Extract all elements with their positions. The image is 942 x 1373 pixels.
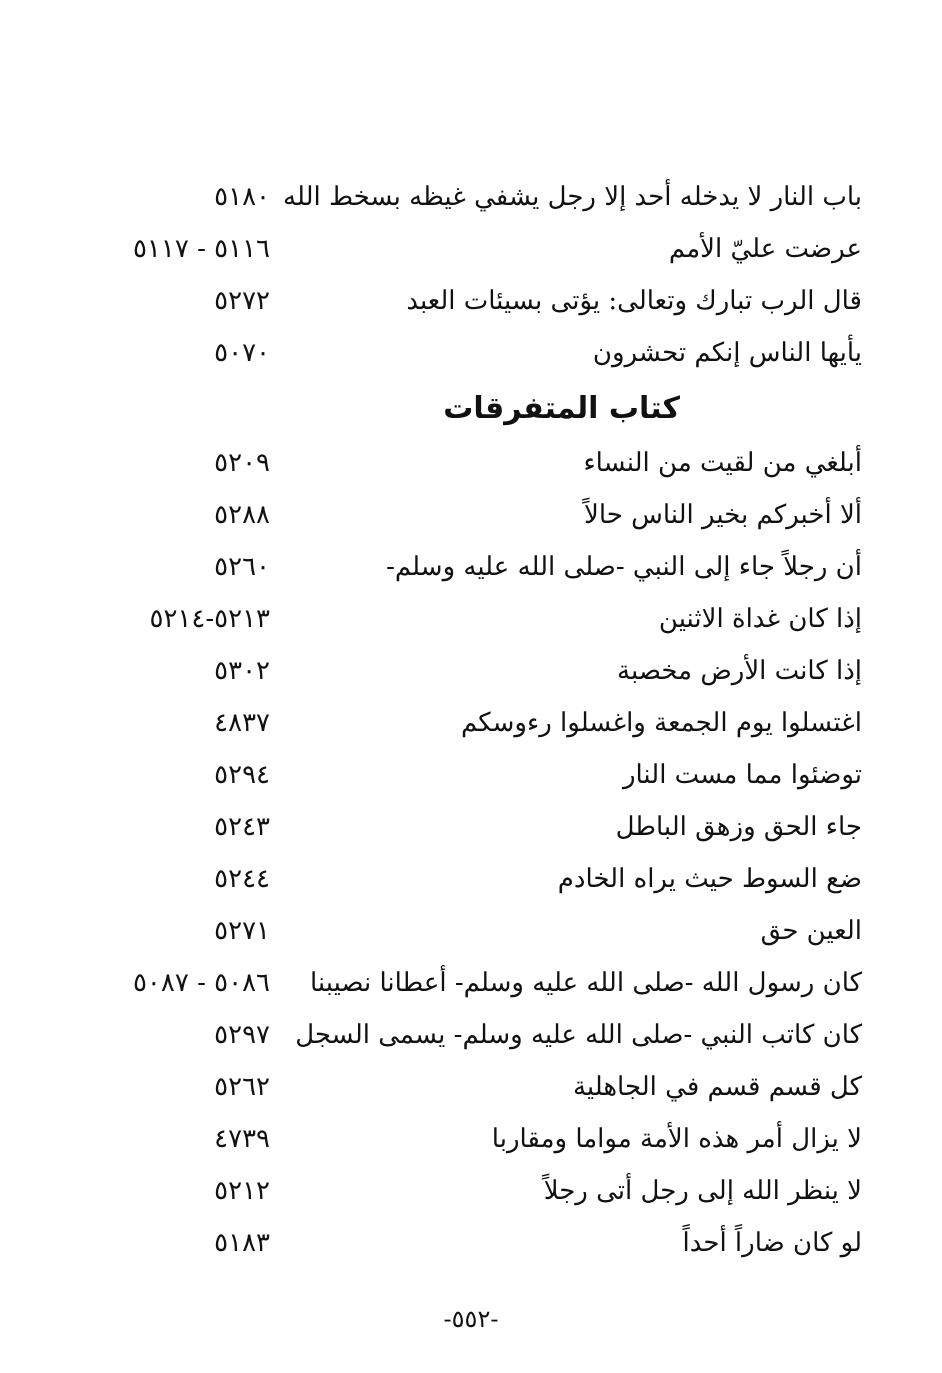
entry-reference-number: ٥٠٨٦ - ٥٠٨٧ bbox=[132, 968, 270, 998]
entry-title: قال الرب تبارك وتعالى: يؤتى بسيئات العبد bbox=[406, 286, 862, 316]
entry-reference-number: ٥٢٧٢ bbox=[214, 286, 270, 316]
index-entry bbox=[60, 598, 870, 650]
entry-reference-number: ٥٢٧١ bbox=[214, 916, 270, 946]
page-number: -٥٥٢- bbox=[443, 1305, 499, 1333]
index-entry bbox=[60, 806, 870, 858]
entry-reference-number: ٥٢٦٠ bbox=[214, 552, 270, 582]
entry-reference-number: ٥٣٠٢ bbox=[214, 656, 270, 686]
index-entry bbox=[60, 910, 870, 962]
section-heading-row bbox=[60, 384, 870, 442]
entry-reference-number: ٥٢٠٩ bbox=[214, 448, 270, 478]
entry-title: ألا أخبركم بخير الناس حالاً bbox=[584, 500, 862, 530]
entry-title: عرضت عليّ الأمم bbox=[668, 234, 862, 264]
entry-title: جاء الحق وزهق الباطل bbox=[615, 812, 862, 842]
entry-title: يأيها الناس إنكم تحشرون bbox=[592, 338, 862, 368]
entry-title: أبلغي من لقيت من النساء bbox=[583, 448, 862, 478]
entry-title: أن رجلاً جاء إلى النبي -صلى الله عليه وسلم- bbox=[386, 552, 862, 582]
index-entry bbox=[60, 858, 870, 910]
entry-reference-number: ٥٢٩٤ bbox=[214, 760, 270, 790]
entry-title: توضئوا مما مست النار bbox=[622, 760, 862, 790]
section-heading: كتاب المتفرقات bbox=[443, 391, 680, 426]
index-entry bbox=[60, 754, 870, 806]
entry-reference-number: ٥١١٦ - ٥١١٧ bbox=[132, 234, 270, 264]
entry-title: إذا كانت الأرض مخصبة bbox=[617, 656, 862, 686]
index-entry bbox=[60, 1014, 870, 1066]
index-entry bbox=[60, 494, 870, 546]
entry-title: باب النار لا يدخله أحد إلا رجل يشفي غيظه بسخط الله bbox=[283, 182, 862, 212]
index-entry bbox=[60, 1118, 870, 1170]
entry-title: لا ينظر الله إلى رجل أتى رجلاً bbox=[543, 1176, 862, 1206]
entry-reference-number: ٥٢١٣-٥٢١٤ bbox=[149, 604, 270, 634]
index-entry bbox=[60, 546, 870, 598]
index-entry bbox=[60, 1066, 870, 1118]
entry-title: كان رسول الله -صلى الله عليه وسلم- أعطانا نصيبنا bbox=[309, 968, 862, 998]
entry-reference-number: ٥٢٤٣ bbox=[214, 812, 270, 842]
entry-reference-number: ٥١٨٣ bbox=[214, 1228, 270, 1258]
index-entry bbox=[60, 280, 870, 332]
entry-title: إذا كان غداة الاثنين bbox=[658, 604, 862, 634]
index-entry bbox=[60, 962, 870, 1014]
index-entry bbox=[60, 1222, 870, 1274]
entry-reference-number: ٥٢٩٧ bbox=[214, 1020, 270, 1050]
entry-reference-number: ٥٢٦٢ bbox=[214, 1072, 270, 1102]
entry-title: لو كان ضاراً أحداً bbox=[682, 1228, 862, 1258]
entry-title: اغتسلوا يوم الجمعة واغسلوا رءوسكم bbox=[460, 708, 862, 738]
index-entry bbox=[60, 332, 870, 384]
entry-title: كان كاتب النبي -صلى الله عليه وسلم- يسمى السجل bbox=[295, 1020, 862, 1050]
entry-title: كل قسم قسم في الجاهلية bbox=[572, 1072, 862, 1102]
entry-title: ضع السوط حيث يراه الخادم bbox=[557, 864, 862, 894]
entry-reference-number: ٥٠٧٠ bbox=[214, 338, 270, 368]
index-entry bbox=[60, 1170, 870, 1222]
index-entry bbox=[60, 702, 870, 754]
entry-reference-number: ٥١٨٠ bbox=[214, 182, 270, 212]
index-entry bbox=[60, 176, 870, 228]
entry-reference-number: ٤٧٣٩ bbox=[214, 1124, 270, 1154]
entry-title: العين حق bbox=[760, 916, 862, 946]
index-list bbox=[60, 176, 870, 1274]
entry-reference-number: ٥٢٨٨ bbox=[214, 500, 270, 530]
entry-reference-number: ٥٢٤٤ bbox=[214, 864, 270, 894]
entry-title: لا يزال أمر هذه الأمة مواما ومقاربا bbox=[491, 1124, 862, 1154]
entry-reference-number: ٤٨٣٧ bbox=[214, 708, 270, 738]
entry-reference-number: ٥٢١٢ bbox=[214, 1176, 270, 1206]
index-entry bbox=[60, 228, 870, 280]
index-entry bbox=[60, 650, 870, 702]
index-entry bbox=[60, 442, 870, 494]
